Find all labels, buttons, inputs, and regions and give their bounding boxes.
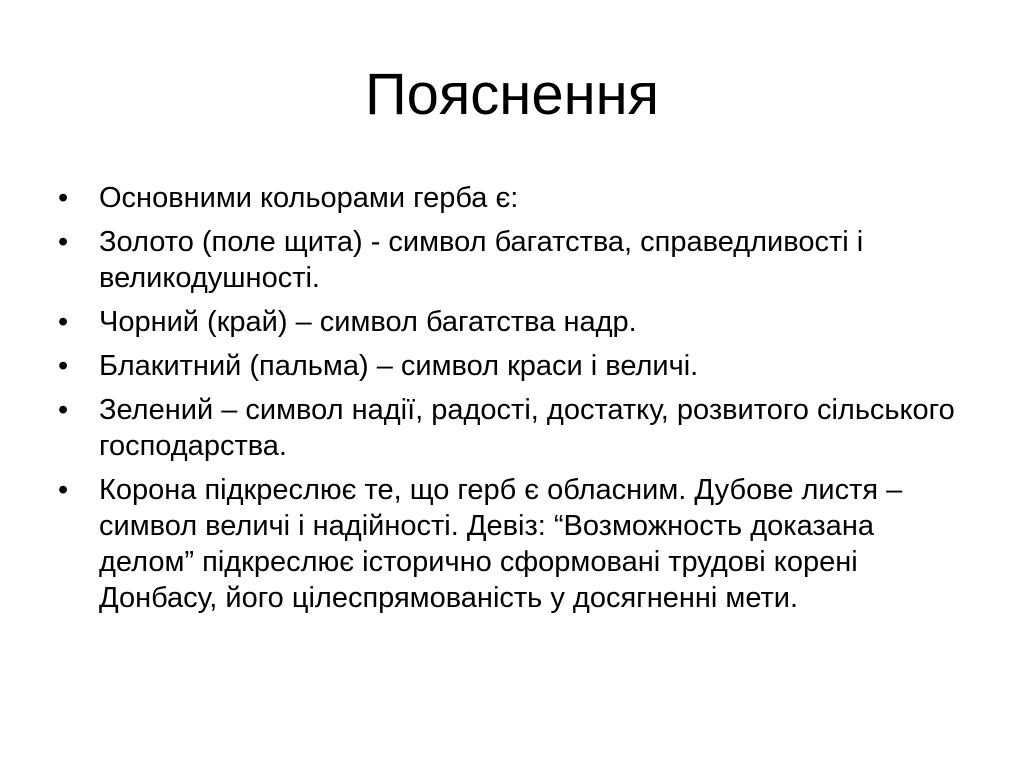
bullet-marker: • bbox=[58, 306, 69, 338]
bullet-marker: • bbox=[58, 182, 69, 214]
bullet-marker: • bbox=[58, 226, 69, 258]
bullet-marker: • bbox=[58, 474, 69, 506]
bullet-item bbox=[58, 392, 958, 464]
slide-title: Пояснення bbox=[364, 62, 660, 127]
bullet-text: Блакитний (пальма) – символ краси і величі. bbox=[99, 350, 699, 382]
bullet-list bbox=[58, 180, 958, 624]
bullet-text: Чорний (край) – символ багатства надр. bbox=[99, 306, 637, 338]
bullet-marker: • bbox=[58, 350, 69, 382]
bullet-item bbox=[58, 224, 958, 296]
bullet-marker: • bbox=[58, 394, 69, 426]
bullet-text: Золото (поле щита) - символ багатства, справедливості і великодушності. bbox=[99, 226, 864, 294]
bullet-item bbox=[58, 304, 958, 340]
bullet-text: Корона підкреслює те, що герб є обласним. Дубове листя – символ величі і надійності. Девіз: “Возможность доказана делом” підкреслює історично сформовані трудові корені Донбасу, його цілеспрямованість у досягненні мети. bbox=[99, 474, 903, 614]
bullet-text: Основними кольорами герба є: bbox=[99, 182, 519, 214]
bullet-item bbox=[58, 472, 958, 616]
bullet-text: Зелений – символ надії, радості, достатку, розвитого сільського господарства. bbox=[99, 394, 955, 462]
bullet-item bbox=[58, 348, 958, 384]
bullet-item bbox=[58, 180, 958, 216]
